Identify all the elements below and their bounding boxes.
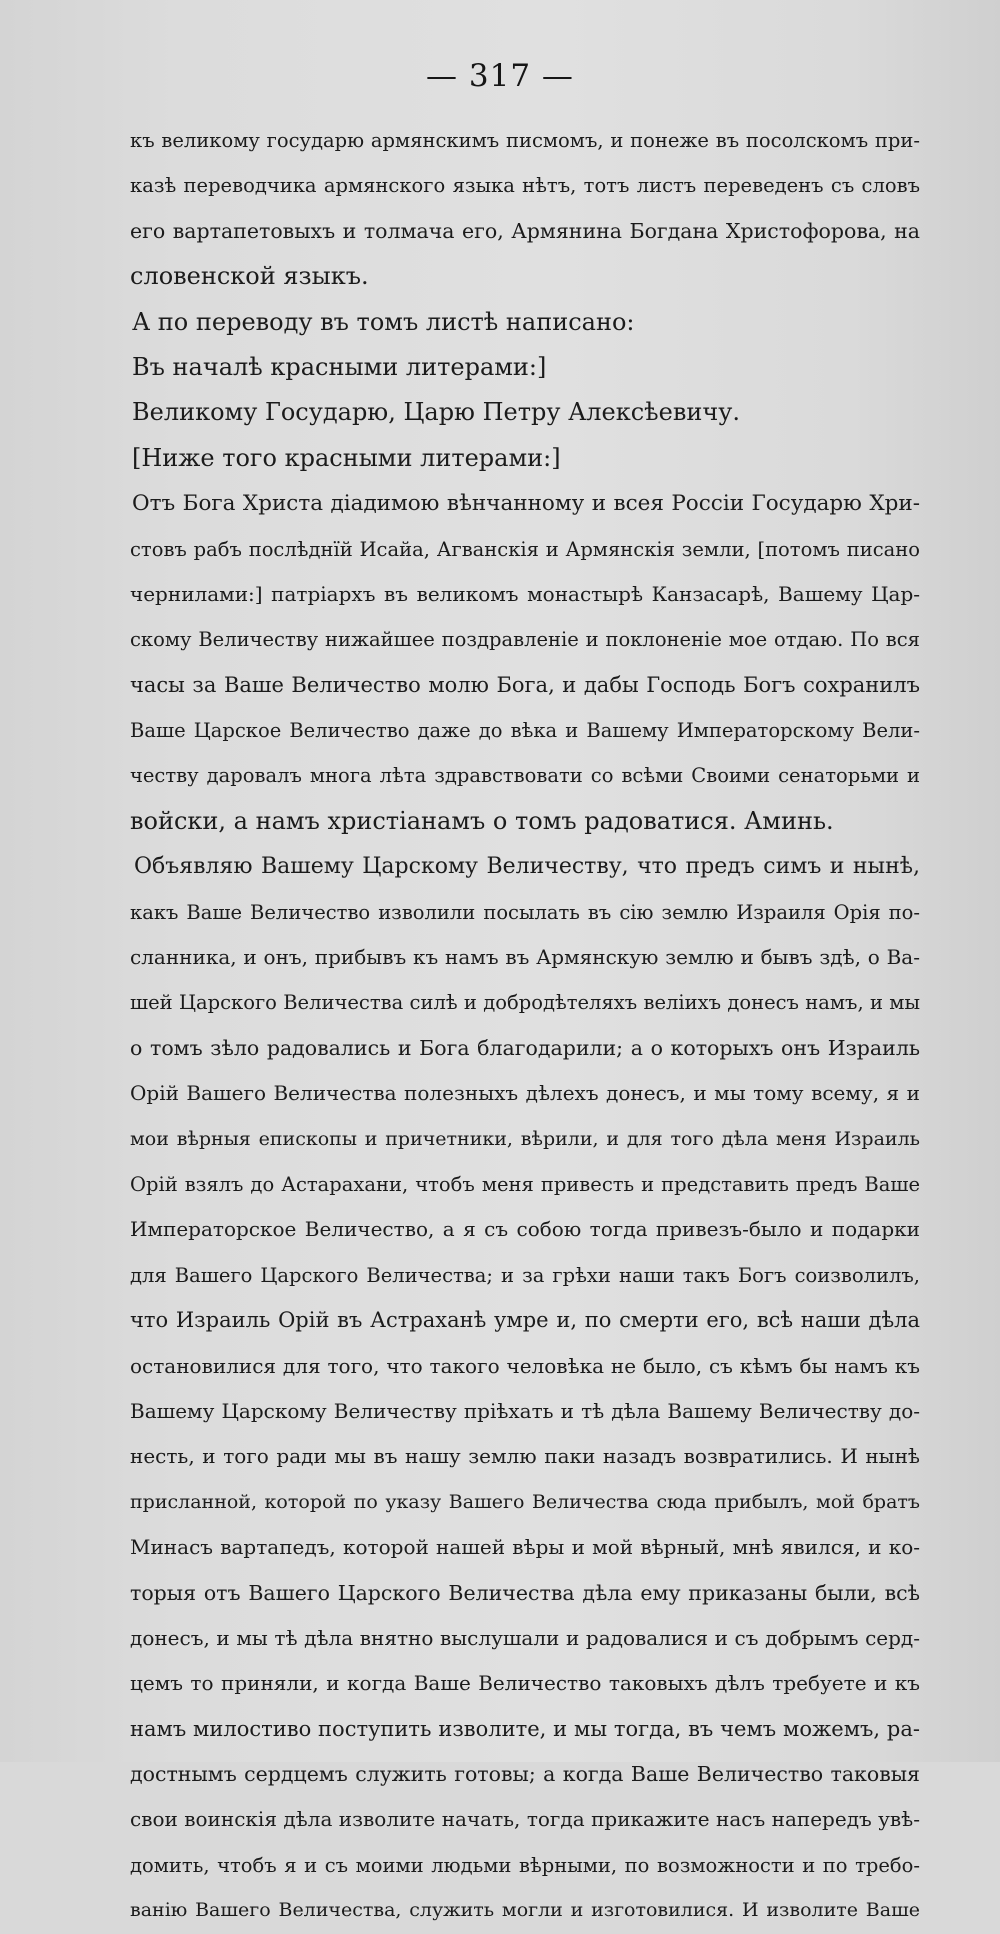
text-line: Минасъ вартапедъ, которой нашей вѣры и мой вѣрный, мнѣ явился, и ко- xyxy=(130,1535,920,1560)
text-line: его вартапетовыхъ и толмача его, Армянина Богдана Христофорова, на xyxy=(130,218,920,243)
text-line: ванію Вашего Величества, служить могли и изготовилися. И изволите Ваше xyxy=(130,1899,920,1922)
text-line: честву даровалъ многа лѣта здравствовати со всѣми Своими сенаторьми и xyxy=(130,764,920,788)
text-line: Орій взялъ до Астарахани, чтобъ меня привесть и представить предъ Ваше xyxy=(130,1172,920,1196)
body-text xyxy=(130,118,920,1934)
text-line: цемъ то приняли, и когда Ваше Величество таковыхъ дѣлъ требуете и къ xyxy=(130,1671,920,1696)
text-line: Объявляю Вашему Царскому Величеству, что предъ симъ и нынѣ, xyxy=(134,854,920,880)
text-line: остановилися для того, что такого человѣка не было, съ кѣмъ бы намъ къ xyxy=(130,1353,920,1378)
text-line: Императорское Величество, а я съ собою тогда привезъ-было и подарки xyxy=(130,1217,920,1242)
text-line: войски, а намъ христіанамъ о томъ радоватися. Аминь. xyxy=(130,806,834,835)
text-line: о томъ зѣло радовались и Бога благодарили; а о которыхъ онъ Израиль xyxy=(130,1035,920,1060)
text-line: Въ началѣ красными литерами:] xyxy=(132,352,547,381)
text-line: сланника, и онъ, прибывъ къ намъ въ Армянскую землю и бывъ здѣ, о Ва- xyxy=(130,945,920,970)
text-line: достнымъ сердцемъ служить готовы; а когда Ваше Величество таковыя xyxy=(130,1762,920,1787)
page-number: — 317 — xyxy=(426,58,574,94)
text-line: присланной, которой по указу Вашего Величества сюда прибылъ, мой братъ xyxy=(130,1490,920,1513)
text-line: донесъ, и мы тѣ дѣла внятно выслушали и радовалися и съ добрымъ серд- xyxy=(130,1625,920,1650)
text-line: чернилами:] патріархъ въ великомъ монастырѣ Канзасарѣ, Вашему Цар- xyxy=(130,581,920,606)
text-line: къ великому государю армянскимъ писмомъ, и понеже въ посолскомъ при- xyxy=(130,129,920,152)
text-line: [Ниже того красными литерами:] xyxy=(132,443,561,472)
text-line: словенской языкъ. xyxy=(130,262,369,291)
text-line: торыя отъ Вашего Царского Величества дѣла ему приказаны были, всѣ xyxy=(130,1580,920,1605)
text-line: для Вашего Царского Величества; и за грѣхи наши такъ Богъ соизволилъ, xyxy=(130,1263,920,1287)
text-line: свои воинскія дѣла изволите начать, тогда прикажите насъ напередъ увѣ- xyxy=(130,1807,920,1832)
text-line: мои вѣрныя епископы и причетники, вѣрили, и для того дѣла меня Израиль xyxy=(130,1127,920,1150)
text-line: А по переводу въ томъ листѣ написано: xyxy=(132,307,635,336)
text-line: шей Царского Величества силѣ и добродѣтеляхъ веліихъ донесъ намъ, и мы xyxy=(130,991,920,1015)
text-line: стовъ рабъ послѣднїй Исайа, Агванскія и Армянскія земли, [потомъ писано xyxy=(130,537,920,561)
text-line: намъ милостиво поступить изволите, и мы тогда, въ чемъ можемъ, ра- xyxy=(130,1716,920,1741)
text-line: несть, и того ради мы въ нашу землю паки назадъ возвратились. И нынѣ xyxy=(130,1444,920,1469)
text-line: часы за Ваше Величество молю Бога, и дабы Господь Богъ сохранилъ xyxy=(130,672,920,697)
text-line: казѣ переводчика армянского языка нѣтъ, тотъ листъ переведенъ съ словъ xyxy=(130,174,920,198)
text-line: Ваше Царское Величество даже до вѣка и Вашему Императорскому Вели- xyxy=(130,719,920,743)
text-line: домить, чтобъ я и съ моими людьми вѣрными, по возможности и по требо- xyxy=(130,1853,920,1877)
text-line: скому Величеству нижайшее поздравленіе и поклоненіе мое отдаю. По вся xyxy=(130,628,920,652)
text-line: какъ Ваше Величество изволили посылать въ сію землю Израиля Орія по- xyxy=(130,900,920,924)
text-line: что Израиль Орій въ Астраханѣ умре и, по смерти его, всѣ наши дѣла xyxy=(130,1308,920,1333)
text-line: Вашему Царскому Величеству пріѣхать и тѣ дѣла Вашему Величеству до- xyxy=(130,1398,920,1423)
text-line: Отъ Бога Христа діадимою вѣнчанному и всея Россіи Государю Хри- xyxy=(132,491,920,517)
text-line: Великому Государю, Царю Петру Алексѣевичу. xyxy=(132,398,740,427)
text-line: Орій Вашего Величества полезныхъ дѣлехъ донесъ, и мы тому всему, я и xyxy=(130,1081,920,1106)
